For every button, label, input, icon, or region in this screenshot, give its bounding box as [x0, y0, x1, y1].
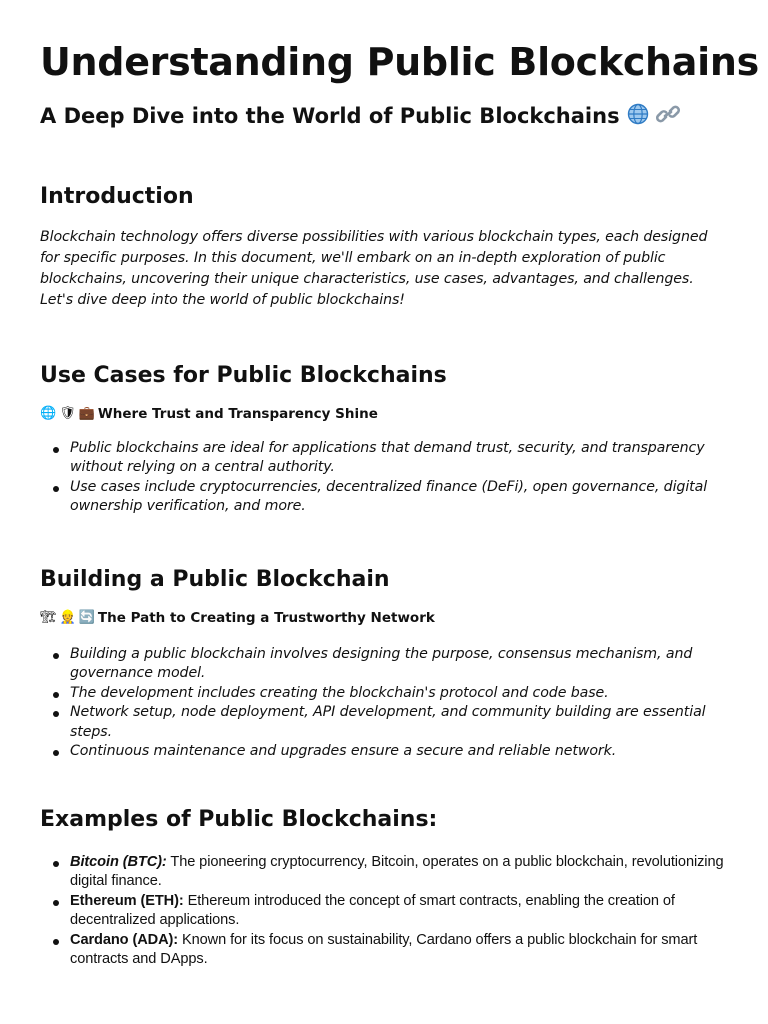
example-name: Ethereum (ETH):	[70, 892, 184, 909]
list-item	[40, 853, 728, 892]
construction-icon: 🏗	[40, 609, 57, 625]
building-tagline-text: The Path to Creating a Trustworthy Network	[97, 609, 435, 626]
example-text: Known for its focus on sustainability, Cardano offers a public blockchain for smart contracts and DApps.	[70, 931, 698, 967]
briefcase-icon: 💼	[78, 405, 95, 421]
link-icon	[656, 103, 680, 132]
list-item: Use cases include cryptocurrencies, decentralized finance (DeFi), open governance, digital ownership verification, and more.	[40, 478, 728, 517]
worker-icon: 👷	[59, 609, 76, 625]
shield-icon: 🛡	[59, 405, 76, 421]
use-cases-tagline-text: Where Trust and Transparency Shine	[97, 405, 378, 422]
examples-list	[40, 853, 728, 970]
list-item: Public blockchains are ideal for applications that demand trust, security, and transparency without relying on a central authority.	[40, 439, 728, 478]
globe-icon	[627, 103, 649, 132]
page-subtitle	[40, 102, 728, 132]
cycle-icon: 🔄	[78, 609, 95, 625]
use-cases-list	[40, 439, 728, 517]
introduction-text: Blockchain technology offers diverse possibilities with various blockchain types, each designed for specific purposes. In this document, we'll embark on an in-depth exploration of public blockchains, uncovering their unique characteristics, use cases, advantages, and challenges. Let's dive deep into the world of public blockchains!	[40, 228, 708, 308]
list-item: The development includes creating the blockchain's protocol and code base.	[40, 684, 728, 704]
list-item: Network setup, node deployment, API development, and community building are essential steps.	[40, 703, 728, 742]
globe-icon: 🌐	[40, 405, 57, 421]
list-item	[40, 892, 728, 931]
building-list	[40, 645, 728, 762]
list-item: Building a public blockchain involves designing the purpose, consensus mechanism, and governance model.	[40, 645, 728, 684]
list-item: Continuous maintenance and upgrades ensure a secure and reliable network.	[40, 742, 728, 762]
introduction-heading: Introduction	[40, 183, 194, 209]
use-cases-heading: Use Cases for Public Blockchains	[40, 362, 447, 388]
examples-heading: Examples of Public Blockchains:	[40, 806, 438, 832]
building-tagline	[40, 608, 728, 628]
page-title: Understanding Public Blockchains	[40, 40, 759, 84]
example-name: Bitcoin (BTC):	[70, 853, 167, 870]
example-name: Cardano (ADA):	[70, 931, 179, 948]
use-cases-tagline	[40, 404, 728, 424]
list-item	[40, 931, 728, 970]
building-heading: Building a Public Blockchain	[40, 566, 390, 592]
example-text: The pioneering cryptocurrency, Bitcoin, operates on a public blockchain, revolutionizing digital finance.	[70, 853, 724, 889]
example-text: Ethereum introduced the concept of smart contracts, enabling the creation of decentralized applications.	[70, 892, 675, 928]
subtitle-text: A Deep Dive into the World of Public Blockchains	[40, 104, 620, 128]
